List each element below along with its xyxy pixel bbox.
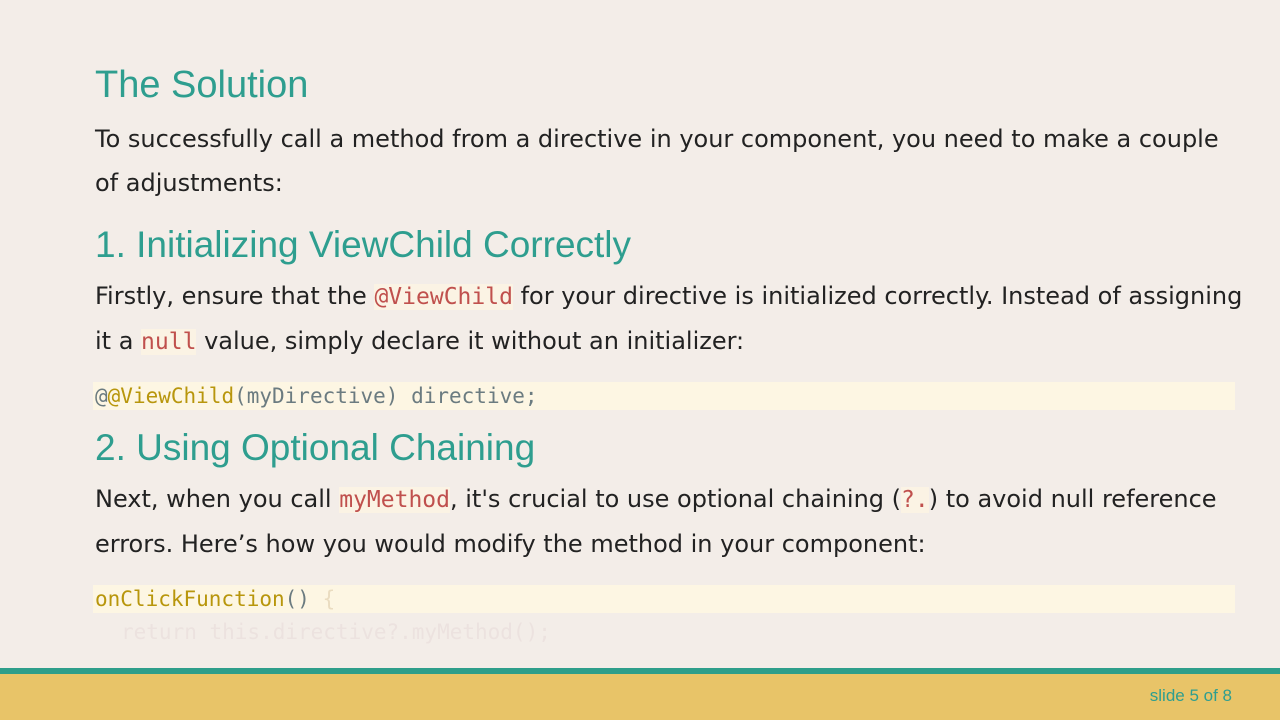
text: , it's crucial to use optional chaining ( bbox=[450, 485, 902, 513]
inline-code: ?. bbox=[901, 487, 929, 513]
code-decorator: @ViewChild bbox=[107, 384, 235, 408]
text: for your directive is initialized correctly. Instead of assigning it a bbox=[95, 282, 1243, 355]
intro-text: To successfully call a method from a directive in your component, you need to make a couple of adjustments: bbox=[95, 125, 1219, 197]
slide-title: The Solution bbox=[95, 64, 309, 106]
text: ) to avoid null reference errors. Here’s how you would modify the method in your component: bbox=[95, 485, 1217, 558]
slide-counter: slide 5 of 8 bbox=[1149, 686, 1232, 705]
code-args: (myDirective) directive; bbox=[234, 384, 538, 408]
inline-code: myMethod bbox=[339, 487, 450, 513]
text: Firstly, ensure that the bbox=[95, 282, 375, 310]
inline-code: @ViewChild bbox=[374, 284, 513, 310]
inline-code: null bbox=[141, 329, 197, 355]
code-line-faded: return this.directive?.myMethod(); bbox=[121, 620, 551, 644]
code-block-viewchild: @@ViewChild(myDirective) directive; bbox=[93, 382, 1235, 410]
section2-text bbox=[95, 477, 1245, 566]
code-brace: { bbox=[309, 587, 336, 611]
section1-text bbox=[95, 274, 1245, 364]
text: value, simply declare it without an initializer: bbox=[196, 327, 745, 355]
code-block-onclick bbox=[93, 585, 1235, 613]
code-fn: onClickFunction bbox=[95, 587, 285, 611]
section2-heading: 2. Using Optional Chaining bbox=[95, 427, 536, 468]
code-parens: () bbox=[284, 587, 310, 611]
footer-bar bbox=[0, 674, 1280, 720]
text: Next, when you call bbox=[95, 485, 340, 513]
section1-heading: 1. Initializing ViewChild Correctly bbox=[95, 224, 632, 265]
